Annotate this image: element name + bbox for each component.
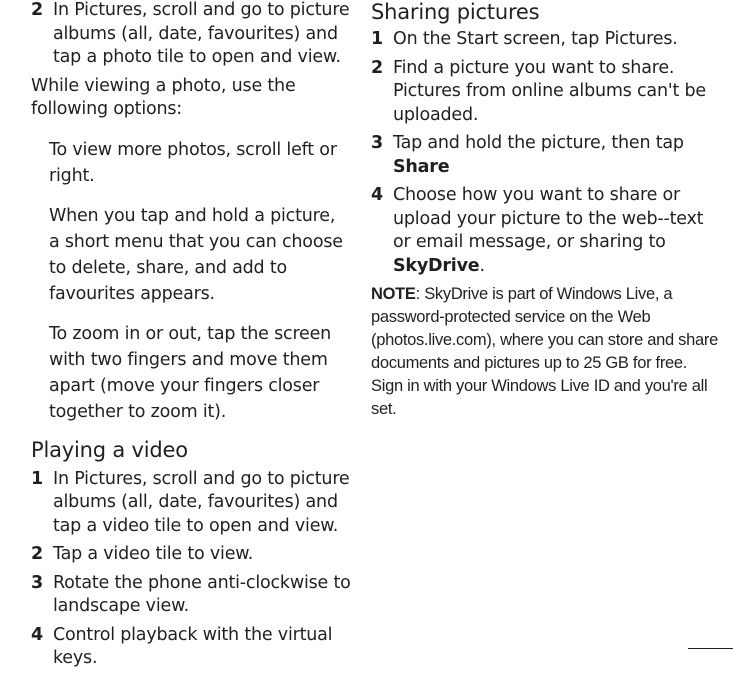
step-number: 3 (31, 572, 43, 593)
note-text: : SkyDrive is part of Windows Live, a password-protected service on the Web (photos.live.com), where you can store and share documents and pictures up to 25 GB for free. Sign in with your Windows Live ID and you're all set. (371, 285, 718, 418)
sharing-heading: Sharing pictures (371, 0, 540, 24)
page-footer-rule (688, 648, 733, 649)
option-zoom: To zoom in or out, tap the screen with two fingers and move them apart (move your fingers closer together to zoom it). (49, 323, 332, 422)
video-step-2 (31, 543, 351, 567)
step-number: 2 (371, 57, 383, 78)
share-step-4 (371, 184, 723, 278)
video-step-3 (31, 572, 351, 619)
step-text: On the Start screen, tap Pictures. (393, 29, 678, 49)
left-column (31, 0, 351, 671)
share-step-3 (371, 132, 723, 179)
step-text: Rotate the phone anti-clockwise to landscape view. (53, 572, 351, 616)
skydrive-keyword: SkyDrive (393, 255, 480, 276)
step-text: Control playback with the virtual keys. (53, 624, 333, 668)
note-paragraph (371, 283, 723, 421)
step-text (393, 132, 723, 179)
video-heading: Playing a video (31, 437, 188, 462)
note-label: NOTE (371, 285, 416, 303)
option-tap-hold: When you tap and hold a picture, a short menu that you can choose to delete, share, and add to favourites appears. (49, 205, 343, 304)
step-text-body: Choose how you want to share or upload your picture to the web--text or email message, or sharing to (393, 185, 704, 252)
option-scroll: To view more photos, scroll left or right. (49, 139, 337, 186)
options-intro: While viewing a photo, use the following options: (31, 75, 296, 119)
step-text: Find a picture you want to share. Pictures from online albums can't be uploaded. (393, 57, 706, 125)
share-step-2 (371, 57, 723, 128)
right-column (371, 0, 723, 421)
step-text-body: Tap and hold the picture, then tap (393, 133, 684, 153)
step-number: 2 (31, 544, 43, 564)
step-text (393, 184, 723, 278)
step-number: 4 (31, 624, 43, 645)
step-number: 1 (31, 468, 43, 489)
step-text-end: . (479, 255, 485, 276)
step-number: 4 (371, 185, 383, 205)
step-number: 2 (31, 0, 43, 20)
step-number: 3 (371, 133, 383, 153)
step-text: In Pictures, scroll and go to picture albums (all, date, favourites) and tap a photo tile to open and view. (53, 0, 350, 67)
step-number: 1 (371, 29, 383, 49)
step-text: Tap a video tile to view. (53, 544, 254, 564)
video-step-4 (31, 624, 351, 671)
photo-step-2 (31, 0, 351, 70)
share-step-1 (371, 28, 723, 52)
video-step-1 (31, 468, 351, 539)
step-text: In Pictures, scroll and go to picture albums (all, date, favourites) and tap a video tile to open and view. (53, 468, 350, 536)
share-keyword: Share (393, 156, 450, 177)
